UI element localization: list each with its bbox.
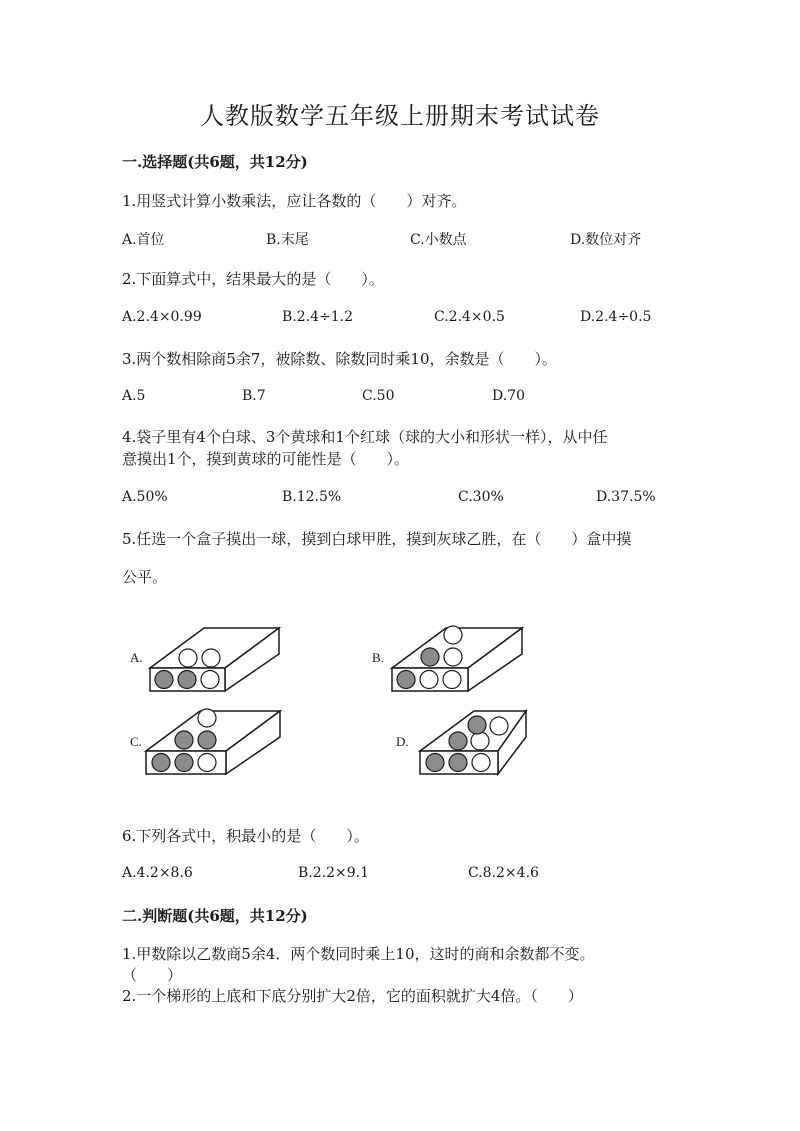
question-1-4-line-2: 意摸出1个，摸到黄球的可能性是（ ）。 (122, 450, 410, 468)
page-title: 人教版数学五年级上册期末考试试卷 (200, 102, 600, 130)
option-1-4-b[interactable]: B.12.5% (282, 489, 342, 505)
ball-gray (198, 731, 216, 749)
section-1-heading: 一.选择题(共6题，共12分) (122, 153, 308, 171)
ball-gray (426, 754, 444, 772)
ball-gray (155, 671, 173, 689)
ball-white (420, 671, 438, 689)
option-1-3-c[interactable]: C.50 (362, 388, 395, 404)
box-figure-d[interactable] (394, 704, 534, 778)
option-1-1-b[interactable]: B.末尾 (266, 232, 309, 248)
ball-white (444, 648, 462, 666)
section-2-heading: 二.判断题(共6题，共12分) (122, 907, 308, 925)
ball-gray (449, 754, 467, 772)
ball-gray (175, 754, 193, 772)
question-2-1-answer-blank[interactable]: （ ） (122, 966, 183, 984)
ball-white (472, 754, 490, 772)
option-1-2-a[interactable]: A.2.4×0.99 (122, 309, 202, 325)
question-1-4-line-1: 4.袋子里有4个白球、3个黄球和1个红球（球的大小和形状一样），从中任 (122, 428, 608, 446)
option-1-1-c[interactable]: C.小数点 (410, 232, 467, 248)
figure-label-a: A. (130, 650, 143, 665)
ball-white (444, 626, 462, 644)
option-1-2-c[interactable]: C.2.4×0.5 (434, 309, 505, 325)
ball-gray (468, 716, 486, 734)
ball-white (179, 649, 197, 667)
option-1-4-a[interactable]: A.50% (122, 489, 168, 505)
option-1-2-d[interactable]: D.2.4÷0.5 (580, 309, 652, 325)
ball-white (443, 671, 461, 689)
ball-gray (421, 648, 439, 666)
ball-gray (175, 731, 193, 749)
option-1-3-a[interactable]: A.5 (122, 388, 146, 404)
question-2-1-line-1: 1.甲数除以乙数商5余4．两个数同时乘上10，这时的商和余数都不变。 (122, 945, 595, 963)
option-1-3-b[interactable]: B.7 (242, 388, 266, 404)
box-figure-c[interactable] (128, 706, 288, 778)
figure-label-d: D. (396, 734, 409, 749)
question-1-5-line-2: 公平。 (122, 568, 168, 586)
box-figure-b[interactable] (370, 622, 530, 694)
question-1-3: 3.两个数相除商5余7，被除数、除数同时乘10，余数是（ ）。 (122, 350, 557, 368)
option-1-2-b[interactable]: B.2.4÷1.2 (282, 309, 353, 325)
question-1-6: 6.下列各式中，积最小的是（ ）。 (122, 827, 369, 845)
figure-label-c: C. (130, 734, 142, 749)
figure-label-b: B. (372, 650, 384, 665)
question-1-5-line-1: 5.任选一个盒子摸出一球，摸到白球甲胜，摸到灰球乙胜，在（ ）盒中摸 (122, 530, 632, 548)
ball-white (202, 649, 220, 667)
ball-gray (178, 671, 196, 689)
ball-gray (449, 732, 467, 750)
box-figure-a[interactable] (128, 624, 298, 694)
question-1-1: 1.用竖式计算小数乘法，应让各数的（ ）对齐。 (122, 192, 467, 210)
option-1-3-d[interactable]: D.70 (492, 388, 525, 404)
option-1-4-c[interactable]: C.30% (458, 489, 504, 505)
option-1-6-c[interactable]: C.8.2×4.6 (468, 865, 539, 881)
option-1-1-a[interactable]: A.首位 (122, 232, 165, 248)
option-1-1-d[interactable]: D.数位对齐 (570, 232, 642, 248)
option-1-6-b[interactable]: B.2.2×9.1 (298, 865, 369, 881)
ball-gray (152, 754, 170, 772)
option-1-4-d[interactable]: D.37.5% (596, 489, 656, 505)
ball-white (201, 671, 219, 689)
ball-white (198, 754, 216, 772)
ball-white (490, 717, 508, 735)
ball-gray (397, 671, 415, 689)
ball-white (471, 732, 489, 750)
question-1-2: 2.下面算式中，结果最大的是（ ）。 (122, 270, 384, 288)
option-1-6-a[interactable]: A.4.2×8.6 (122, 865, 193, 881)
ball-white (198, 709, 216, 727)
question-2-2: 2.一个梯形的上底和下底分别扩大2倍，它的面积就扩大4倍。（ ） (122, 987, 583, 1005)
